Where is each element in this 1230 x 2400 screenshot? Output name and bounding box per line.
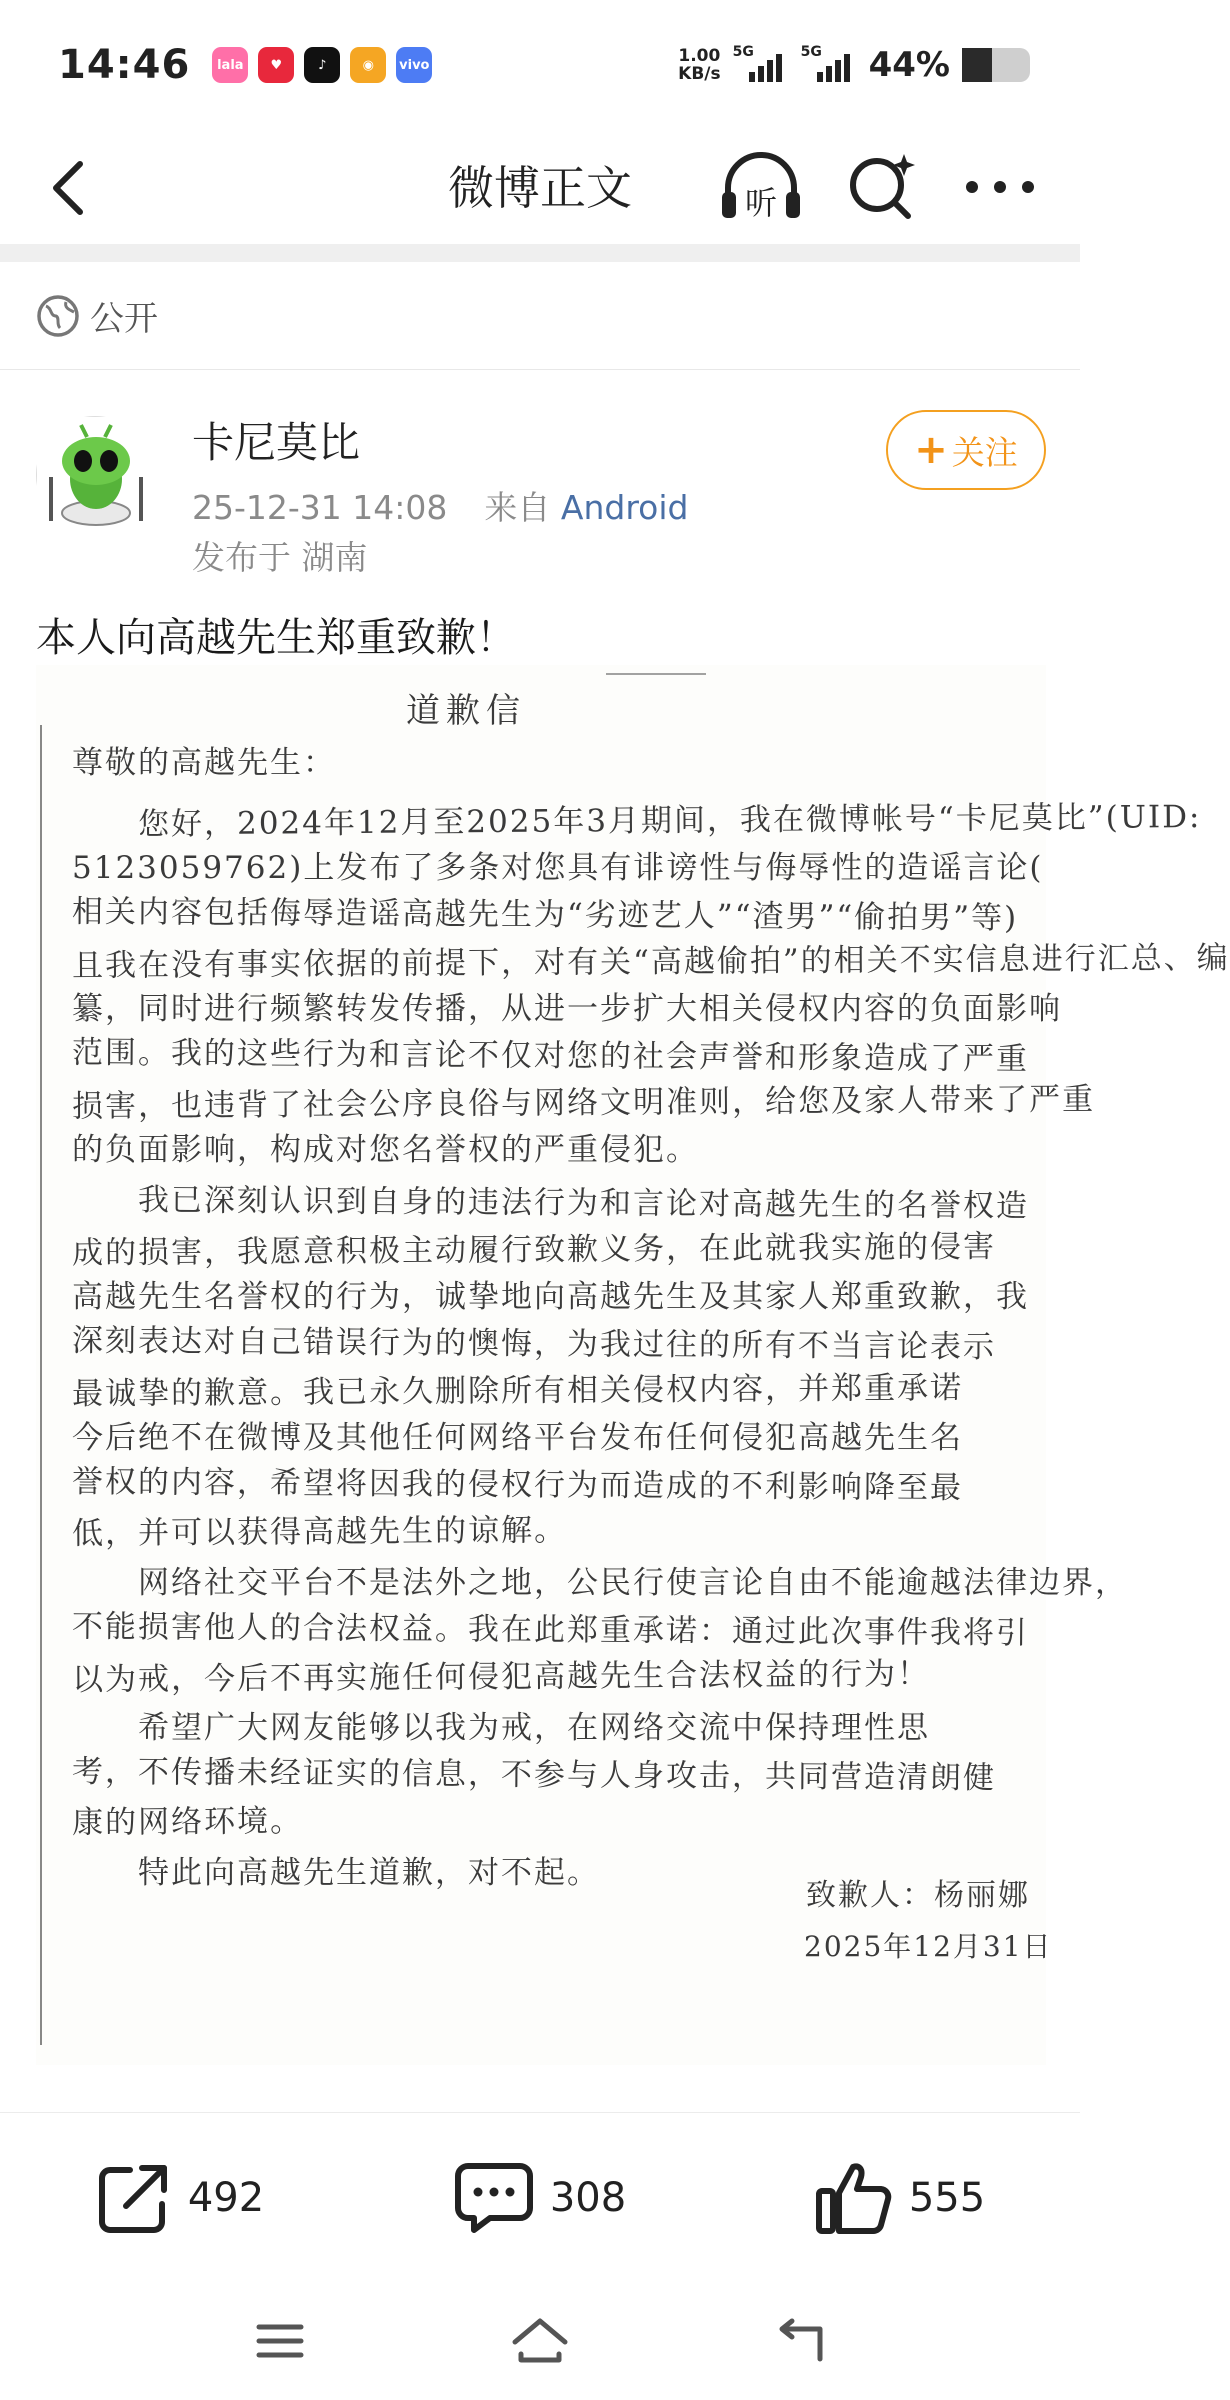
visibility-row	[0, 262, 1080, 370]
comment-count: 308	[549, 2174, 627, 2221]
letter-line: 的负面影响，构成对您名誉权的严重侵犯。	[72, 1132, 699, 1168]
follow-button[interactable]	[886, 410, 1046, 490]
letter-title: 道歉信	[406, 691, 526, 731]
source-prefix: 来自	[484, 488, 551, 527]
letter-date: 2025年12月31日	[804, 1930, 1053, 1963]
post-text: 本人向高越先生郑重致歉！	[36, 615, 516, 661]
decorative-line	[606, 673, 706, 675]
search-button[interactable]	[844, 150, 918, 224]
status-time: 14:46	[58, 42, 191, 88]
vivo-icon: vivo	[396, 47, 432, 83]
app-icon-pink: lala	[212, 47, 248, 83]
letter-line: 以为戒，今后不再实施任何侵犯高越先生合法权益的行为！	[71, 1656, 931, 1698]
signal-icon: 5G	[801, 48, 857, 82]
letter-line: 范围。我的这些行为和言论不仅对您的社会声誉和形象造成了严重	[71, 1034, 1030, 1078]
like-button[interactable]	[720, 2113, 1080, 2282]
post-source[interactable]: Android	[560, 488, 689, 527]
letter-line: 特此向高越先生道歉，对不起。	[72, 1855, 600, 1891]
letter-line: 纂，同时进行频繁转发传播，从进一步扩大相关侵权内容的负面影响	[72, 991, 1062, 1027]
home-button[interactable]	[505, 2306, 575, 2376]
letter-line: 我已深刻认识到自身的违法行为和言论对高越先生的名誉权造	[71, 1181, 1030, 1225]
system-navigation-bar	[0, 2282, 1080, 2400]
letter-line: 您好，2024年12月至2025年3月期间，我在微博帐号“卡尼莫比”(UID:	[71, 799, 1202, 843]
post-timestamp: 25-12-31 14:08	[192, 488, 448, 527]
section-divider	[0, 244, 1080, 262]
status-indicators	[678, 45, 1030, 85]
weibo-icon: ◉	[350, 47, 386, 83]
search-icon	[844, 150, 918, 224]
share-icon	[96, 2160, 172, 2236]
comment-button[interactable]	[360, 2113, 720, 2282]
back-system-button[interactable]	[765, 2306, 835, 2376]
like-count: 555	[908, 2174, 986, 2221]
svg-text:听: 听	[744, 184, 778, 222]
author-name[interactable]: 卡尼莫比	[192, 418, 361, 467]
letter-line: 希望广大网友能够以我为戒，在网络交流中保持理性思	[72, 1710, 930, 1746]
letter-line: 5123059762)上发布了多条对您具有诽谤性与侮辱性的造谣言论(	[72, 850, 1044, 886]
network-speed: 1.00 KB/s	[678, 46, 721, 84]
post-action-bar	[0, 2112, 1080, 2282]
recents-button[interactable]	[245, 2306, 315, 2376]
comment-icon	[454, 2160, 534, 2236]
avatar[interactable]	[36, 416, 154, 534]
margin-line	[40, 725, 42, 2045]
letter-line: 相关内容包括侮辱造谣高越先生为“劣迹艺人”“渣男”“偷拍男”等)	[71, 893, 1019, 937]
letter-signature: 致歉人：杨丽娜	[806, 1878, 1030, 1913]
letter-line: 成的损害，我愿意积极主动履行致歉义务，在此就我实施的侵害	[71, 1228, 997, 1272]
notification-icons	[212, 47, 432, 83]
tiktok-icon: ♪	[304, 47, 340, 83]
battery-icon	[962, 48, 1030, 82]
more-icon	[965, 180, 1035, 194]
repost-count: 492	[187, 2174, 265, 2221]
app-icon-red: ♥	[258, 47, 294, 83]
letter-line: 网络社交平台不是法外之地，公民行使言论自由不能逾越法律边界，	[72, 1565, 1128, 1601]
letter-line: 低，并可以获得高越先生的谅解。	[71, 1512, 568, 1552]
letter-greeting: 尊敬的高越先生：	[72, 745, 336, 781]
headphones-icon	[718, 148, 804, 226]
battery-percent: 44%	[868, 45, 950, 85]
letter-line: 且我在没有事实依据的前提下，对有关“高越偷拍”的相关不实信息进行汇总、编	[71, 939, 1230, 985]
post-meta	[192, 482, 688, 529]
signal-icon: 5G	[733, 48, 789, 82]
post-location: 发布于 湖南	[192, 538, 368, 577]
home-icon	[509, 2316, 571, 2366]
more-options-button[interactable]	[960, 160, 1040, 214]
letter-line: 康的网络环境。	[71, 1803, 304, 1841]
follow-label: 关注	[951, 432, 1018, 472]
letter-line: 高越先生名誉权的行为，诚挚地向高越先生及其家人郑重致歉，我	[72, 1279, 1029, 1315]
letter-line: 今后绝不在微博及其他任何网络平台发布任何侵犯高越先生名	[72, 1420, 963, 1456]
visibility-label: 公开	[90, 299, 158, 339]
thumbs-up-icon	[815, 2159, 893, 2237]
repost-button[interactable]	[0, 2113, 360, 2282]
letter-line: 誉权的内容，希望将因我的侵权行为而造成的不利影响降至最	[71, 1463, 964, 1507]
menu-icon	[255, 2321, 305, 2361]
alien-avatar-image	[37, 417, 155, 535]
letter-line: 损害，也违背了社会公序良俗与网络文明准则，给您及家人带来了严重	[71, 1081, 1096, 1125]
letter-line: 深刻表达对自己错误行为的懊悔，为我过往的所有不当言论表示	[71, 1322, 997, 1366]
page-title: 微博正文	[448, 161, 632, 215]
back-icon	[774, 2319, 826, 2363]
top-nav-bar	[0, 130, 1080, 242]
globe-icon	[36, 294, 80, 338]
apology-letter-image[interactable]	[36, 665, 1230, 2065]
plus-icon: +	[914, 427, 948, 473]
author-header	[36, 406, 1046, 586]
letter-line: 不能损害他人的合法权益。我在此郑重承诺：通过此次事件我将引	[71, 1608, 1030, 1652]
status-bar	[0, 0, 1080, 130]
letter-line: 最诚挚的歉意。我已永久删除所有相关侵权内容，并郑重承诺	[71, 1369, 964, 1413]
letter-line: 考，不传播未经证实的信息，不参与人身攻击，共同营造清朗健	[71, 1753, 997, 1797]
listen-button[interactable]	[718, 148, 804, 226]
